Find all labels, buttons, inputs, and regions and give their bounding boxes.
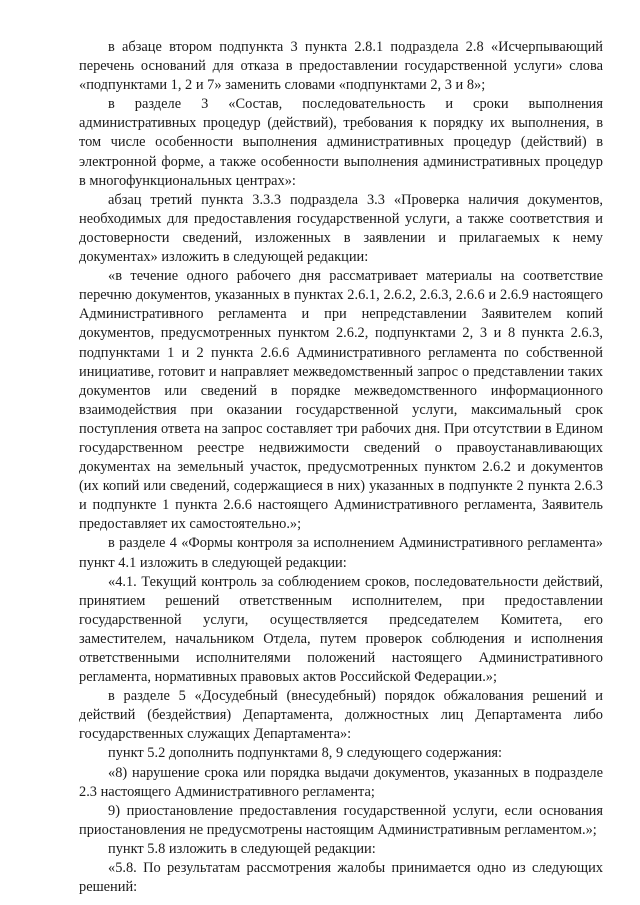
paragraph: «8) нарушение срока или порядка выдачи документов, указанных в подразделе 2.3 настоящего Административного регламента; <box>79 764 603 800</box>
paragraph: «4.1. Текущий контроль за соблюдением сроков, последовательности действий, принятием решений ответственным исполнителем, при предоставлении государственной услуги, осуществляется председателем Комитета, его заместителем, начальником Отдела, путем проверок соблюдения и исполнения ответственными исполнителями положений настоящего Административного регламента, нормативных правовых актов Российской Федерации.»; <box>79 573 603 686</box>
paragraph: в разделе 3 «Состав, последовательность и сроки выполнения административных процедур (действий), требования к порядку их выполнения, в том числе особенности выполнения административных процедур (действий) в электронной форме, а также особенности выполнения административных процедур в многофункциональных центрах»: <box>79 96 603 189</box>
paragraph: в разделе 4 «Формы контроля за исполнением Административного регламента» пункт 4.1 изложить в следующей редакции: <box>79 535 603 571</box>
paragraph: абзац третий пункта 3.3.3 подраздела 3.3 «Проверка наличия документов, необходимых для предоставления государственной услуги, а также соответствия и достоверности сведений, изложенных в заявлении и прилагаемых к нему документах» изложить в следующей редакции: <box>79 191 603 266</box>
paragraph: 9) приостановление предоставления государственной услуги, если основания приостановления не предусмотрены настоящим Административным регламентом.»; <box>79 802 603 838</box>
paragraph: пункт 5.2 дополнить подпунктами 8, 9 следующего содержания: <box>108 745 503 762</box>
paragraph: пункт 5.8 изложить в следующей редакции: <box>108 840 376 857</box>
paragraph: в абзаце втором подпункта 3 пункта 2.8.1 подраздела 2.8 «Исчерпывающий перечень оснований для отказа в предоставлении государственной услуги» слова «подпунктами 1, 2 и 7» заменить словами «подпунктами 2, 3 и 8»; <box>79 39 603 94</box>
paragraph: в разделе 5 «Досудебный (внесудебный) порядок обжалования решений и действий (бездействия) Департамента, должностных лиц Департамента либо государственных служащих Департамента»: <box>79 688 603 743</box>
paragraph: «в течение одного рабочего дня рассматривает материалы на соответствие перечню документов, указанных в пунктах 2.6.1, 2.6.2, 2.6.3, 2.6.6 и 2.6.9 настоящего Административного регламента и при непредставлении Заявителем копий документов, предусмотренных пунктом 2.6.2, подпунктами 2, 3 и 8 пункта 2.6.3, подпунктами 1 и 2 пункта 2.6.6 Административного регламента по собственной инициативе, готовит и направляет межведомственный запрос о представлении таких документов или сведений в порядке межведомственного информационного взаимодействия при оказании государственной услуги, максимальный срок поступления ответа на запрос составляет три рабочих дня. При отсутствии в Едином государственном реестре недвижимости сведений о правоустанавливающих документах на земельный участок, предусмотренных пунктом 2.6.2 и документов (их копий или сведений, содержащиеся в них) указанных в подпункте 2 пункта 2.6.3 и подпункте 1 пункта 2.6.6 настоящего Административного регламента, Заявитель предоставляет их самостоятельно.»; <box>79 268 603 533</box>
paragraph: «5.8. По результатам рассмотрения жалобы принимается одно из следующих решений: <box>79 860 603 896</box>
